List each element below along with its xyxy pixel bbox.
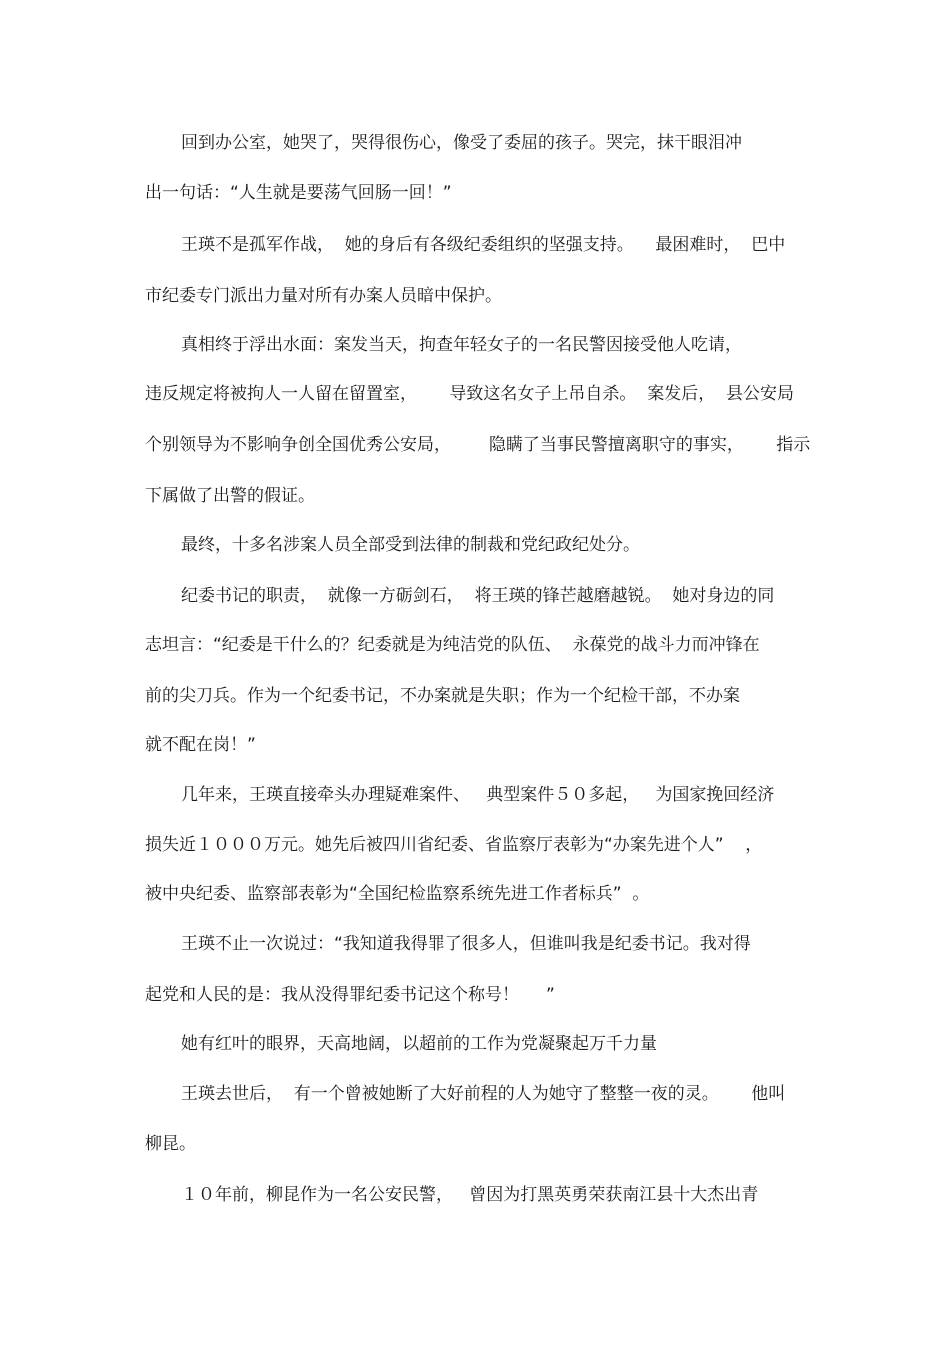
text-line: 违反规定将被拘人一人留在留置室， 导致这名女子上吊自杀。 案发后， 县公安局 [145,384,795,404]
text-line: 王瑛不是孤军作战， 她的身后有各级纪委组织的坚强支持。 最困难时， 巴中 [181,235,786,255]
text-line: 最终，十多名涉案人员全部受到法律的制裁和党纪政纪处分。 [181,535,640,555]
text-line: 前的尖刀兵。作为一个纪委书记，不办案就是失职；作为一个纪检干部，不办案 [145,686,740,706]
text-line: 出一句话：“人生就是要荡气回肠一回！” [145,183,452,203]
text-line: 被中央纪委、监察部表彰为“全国纪检监察系统先进工作者标兵” 。 [145,884,650,904]
text-line: 纪委书记的职责， 就像一方砺剑石， 将王瑛的锋芒越磨越锐。 她对身边的同 [181,586,775,606]
text-line: 她有红叶的眼界，天高地阔，以超前的工作为党凝聚起万千力量 [181,1034,657,1054]
text-line: 志坦言：“纪委是干什么的？纪委就是为纯洁党的队伍、 永葆党的战斗力而冲锋在 [145,635,760,655]
text-line: １０年前，柳昆作为一名公安民警， 曾因为打黑英勇荣获南江县十大杰出青 [181,1185,759,1205]
text-line: 市纪委专门派出力量对所有办案人员暗中保护。 [145,286,502,306]
text-line: 个别领导为不影响争创全国优秀公安局， 隐瞒了当事民警擅离职守的事实， 指示 [145,435,811,455]
text-line: 回到办公室，她哭了，哭得很伤心，像受了委屈的孩子。哭完，抹干眼泪冲 [181,133,742,153]
text-line: 就不配在岗！” [145,735,256,755]
text-line: 真相终于浮出水面：案发当天，拘查年轻女子的一名民警因接受他人吃请， [181,335,742,355]
text-line: 下属做了出警的假证。 [145,486,315,506]
text-line: 王瑛去世后， 有一个曾被她断了大好前程的人为她守了整整一夜的灵。 他叫 [181,1084,786,1104]
text-line: 柳昆。 [145,1134,196,1154]
text-line: 王瑛不止一次说过：“我知道我得罪了很多人，但谁叫我是纪委书记。我对得 [181,934,751,954]
text-line: 起党和人民的是：我从没得罪纪委书记这个称号！ ” [145,985,555,1005]
text-line: 损失近１０００万元。她先后被四川省纪委、省监察厅表彰为“办案先进个人” ， [145,835,763,855]
text-line: 几年来，王瑛直接牵头办理疑难案件、 典型案件５０多起， 为国家挽回经济 [181,785,775,805]
